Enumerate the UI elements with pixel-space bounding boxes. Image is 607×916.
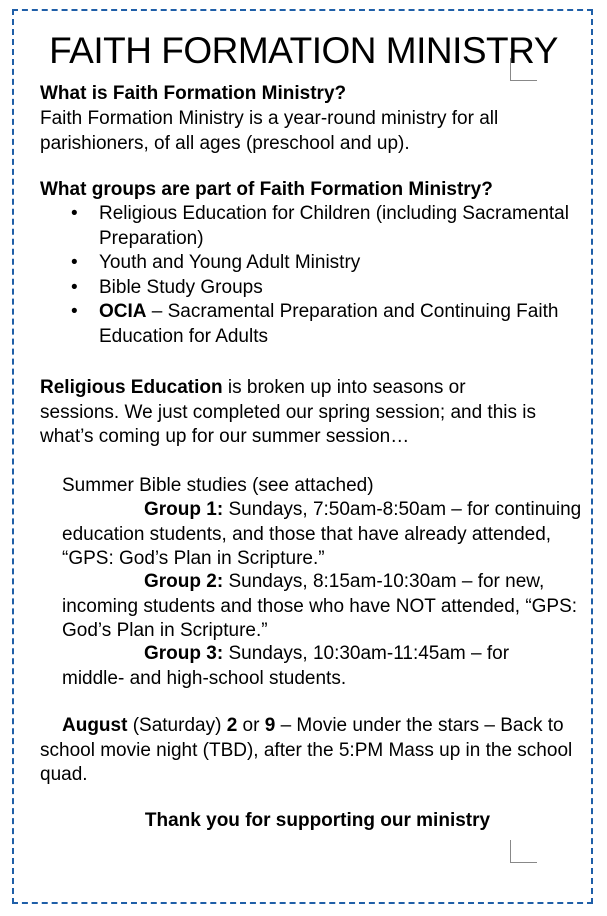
page-title: FAITH FORMATION MINISTRY	[49, 30, 558, 71]
group-label: Group 1:	[144, 499, 224, 520]
group-text: Sundays, 7:50am-8:50am – for continuing education students, and those that have already attended, “GPS: God’s Plan in Scripture.”	[62, 499, 582, 569]
crop-mark-bottom	[510, 840, 537, 863]
summer-heading: Summer Bible studies (see attached)	[62, 475, 374, 496]
august-date-2: 9	[264, 715, 276, 736]
groups-question: What groups are part of Faith Formation Ministry?	[40, 179, 493, 200]
intro-question: What is Faith Formation Ministry?	[40, 83, 347, 104]
august-date-1: 2	[226, 715, 238, 736]
list-item-text: Religious Education for Children (including Sacramental Preparation)	[99, 203, 569, 249]
list-item-text: Youth and Young Adult Ministry	[99, 252, 361, 273]
groups-list	[40, 202, 580, 349]
thank-you-line: Thank you for supporting our ministry	[144, 810, 491, 831]
group-label: Group 3:	[144, 643, 224, 664]
august-paragraph	[40, 714, 575, 788]
list-item-text: Bible Study Groups	[99, 276, 263, 298]
group-text: Sundays, 8:15am-10:30am – for new, incoming students and those who have NOT attended, “GPS: God’s Plan in Scripture.”	[62, 571, 578, 641]
religious-ed-bold: Religious Education	[40, 377, 223, 398]
summer-group-2	[62, 570, 582, 644]
list-item: • Youth and Young Adult Ministry	[71, 252, 361, 273]
list-item: • Bible Study Groups	[71, 276, 263, 298]
august-month: August	[62, 715, 128, 736]
summer-group-1	[62, 498, 582, 572]
list-item: • OCIA – Sacramental Preparation and Continuing Faith Education for Adults	[71, 301, 559, 347]
group-text: Sundays, 10:30am-11:45am – for middle- and high-school students.	[62, 643, 510, 689]
religious-ed-text: is broken up into seasons or sessions. We just completed our spring session; and this is what’s coming up for our summer session…	[40, 377, 536, 447]
summer-group-3	[62, 642, 552, 691]
list-item: • Religious Education for Children (including Sacramental Preparation)	[71, 203, 569, 249]
august-or: or	[237, 715, 265, 736]
list-item-bold: OCIA	[99, 301, 147, 322]
august-text: – Movie under the stars – Back to school movie night (TBD), after the 5:PM Mass up in the school quad.	[40, 715, 573, 785]
august-day-note: (Saturday)	[127, 715, 227, 736]
intro-answer: Faith Formation Ministry is a year-round ministry for all parishioners, of all ages (preschool and up).	[40, 108, 499, 154]
group-label: Group 2:	[144, 571, 224, 592]
religious-ed-paragraph	[40, 376, 540, 450]
list-item-text: – Sacramental Preparation and Continuing Faith Education for Adults	[99, 301, 559, 347]
